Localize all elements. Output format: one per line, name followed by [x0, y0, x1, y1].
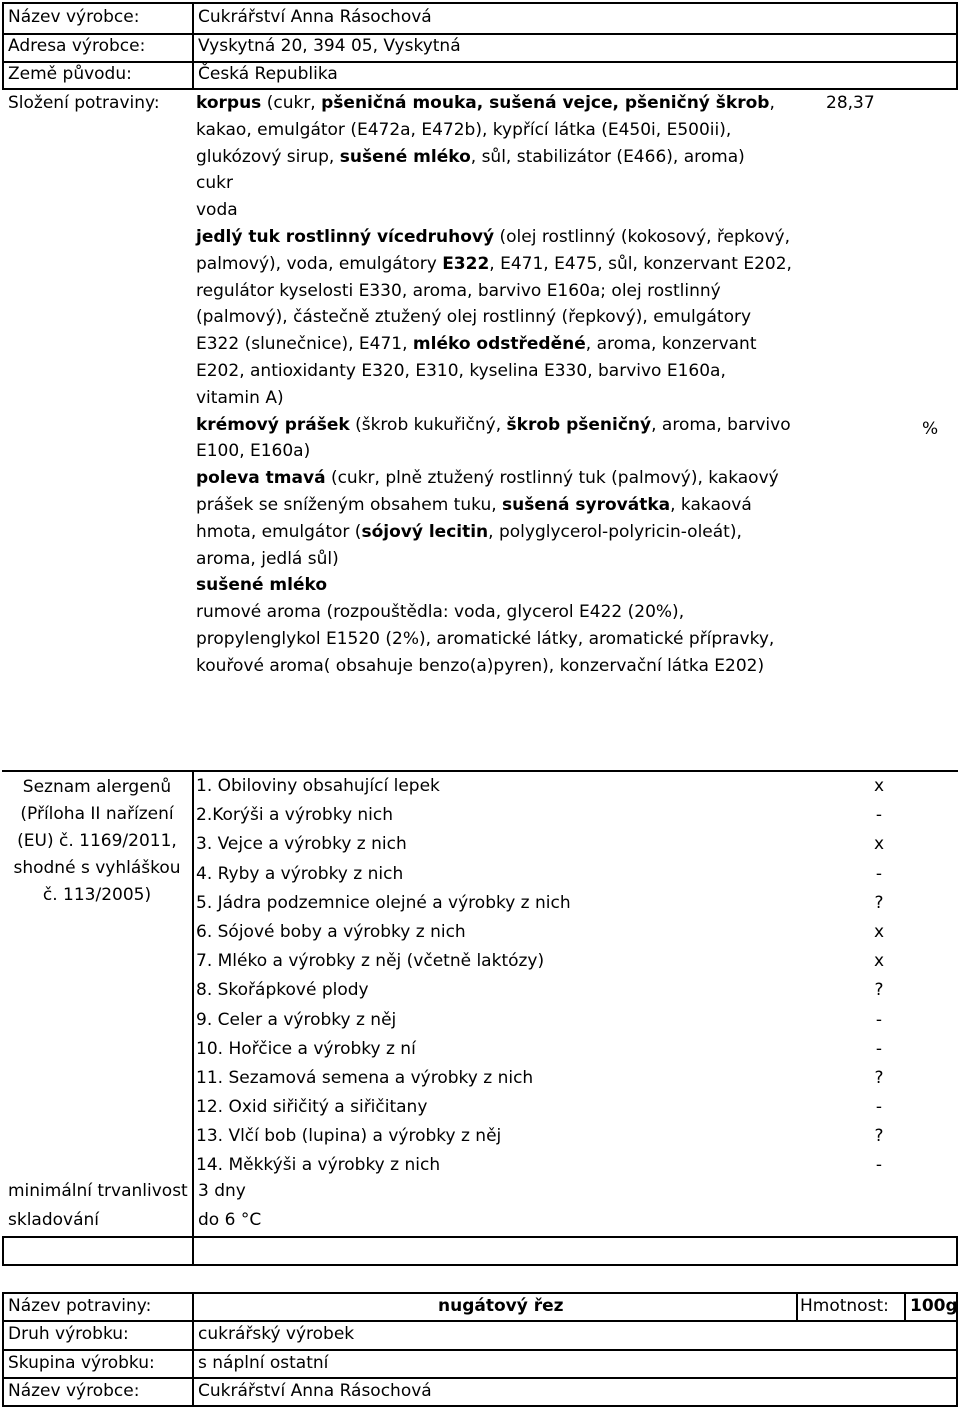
- product-type-value: cukrářský výrobek: [198, 1324, 355, 1344]
- allergen-label: 11. Sezamová semena a výrobky z nich: [196, 1067, 534, 1088]
- allergen-mark: ?: [874, 1126, 884, 1147]
- ingredient-line: sušené mléko: [196, 575, 328, 596]
- ingredient-line: propylenglykol E1520 (2%), aromatické látky, aromatické přípravky,: [196, 628, 775, 649]
- allergen-list: [196, 772, 896, 1181]
- allergen-label: 9. Celer a výrobky z něj: [196, 1009, 397, 1030]
- allergen-mark: -: [875, 1097, 883, 1118]
- allergen-mark: -: [875, 805, 883, 826]
- grid-line: [956, 2, 958, 90]
- allergen-row: [196, 918, 896, 947]
- allergen-label: 14. Měkkýši a výrobky z nich: [196, 1155, 441, 1176]
- allergen-label: 10. Hořčice a výrobky z ní: [196, 1038, 416, 1059]
- allergen-mark: -: [875, 1009, 883, 1030]
- grid-line: [2, 1405, 958, 1407]
- grid-line: [2, 1377, 958, 1379]
- grid-line: [192, 1236, 194, 1266]
- producer-label: Název výrobce:: [8, 7, 140, 27]
- percent-sign: %: [922, 419, 939, 439]
- ingredient-line: aroma, jedlá sůl): [196, 548, 339, 569]
- allergen-note-line: shodné s vyhláškou: [13, 858, 181, 878]
- allergen-row: [196, 1006, 896, 1035]
- allergen-row: [196, 860, 896, 889]
- grid-line: [2, 61, 958, 63]
- grid-line: [904, 1292, 906, 1322]
- country-value: Česká Republika: [198, 64, 338, 84]
- allergen-label: 4. Ryby a výrobky z nich: [196, 863, 404, 884]
- ingredient-line: voda: [196, 200, 238, 221]
- ingredient-line: E202, antioxidanty E320, E310, kyselina E330, barvivo E160a,: [196, 360, 726, 381]
- allergen-row: [196, 830, 896, 859]
- allergen-row: [196, 976, 896, 1005]
- allergen-mark: x: [873, 834, 885, 855]
- country-label: Země původu:: [8, 64, 132, 84]
- allergen-mark: ?: [874, 892, 884, 913]
- ingredient-line: hmota, emulgátor (sójový lecitin, polyglycerol-polyricin-oleát),: [196, 521, 742, 542]
- ingredients-list: [196, 90, 796, 680]
- ingredient-line: regulátor kyselosti E330, aroma, barvivo E160a; olej rostlinný: [196, 280, 721, 301]
- grid-line: [192, 1292, 194, 1407]
- product-name-value: nugátový řez: [438, 1296, 564, 1316]
- allergen-row: [196, 1093, 896, 1122]
- allergen-mark: -: [875, 1155, 883, 1176]
- grid-line: [2, 2, 4, 90]
- allergen-row: [196, 947, 896, 976]
- address-label: Adresa výrobce:: [8, 36, 146, 56]
- allergen-note: [8, 774, 186, 909]
- grid-line: [2, 33, 958, 35]
- allergen-label: 3. Vejce a výrobky z nich: [196, 834, 407, 855]
- storage-label: skladování: [8, 1210, 100, 1230]
- weight-value: 100g: [910, 1296, 958, 1316]
- allergen-note-line: Seznam alergenů: [22, 777, 172, 797]
- grid-line: [192, 770, 194, 1238]
- ingredient-line: glukózový sirup, sušené mléko, sůl, stabilizátor (E466), aroma): [196, 146, 745, 167]
- ingredient-line: E322 (slunečnice), E471, mléko odstředěné, aroma, konzervant: [196, 334, 757, 355]
- allergen-mark: ?: [874, 1067, 884, 1088]
- allergen-mark: x: [873, 951, 885, 972]
- allergen-label: 7. Mléko a výrobky z něj (včetně laktózy): [196, 951, 545, 972]
- allergen-mark: x: [873, 776, 885, 796]
- product-name-label: Název potraviny:: [8, 1296, 152, 1316]
- allergen-note-line: (EU) č. 1169/2011,: [17, 831, 177, 851]
- ingredient-line: palmový), voda, emulgátory E322, E471, E475, sůl, konzervant E202,: [196, 253, 792, 274]
- allergen-label: 13. Vlčí bob (lupina) a výrobky z něj: [196, 1126, 502, 1147]
- storage-value: do 6 °C: [198, 1210, 262, 1230]
- allergen-label: 6. Sójové boby a výrobky z nich: [196, 921, 466, 942]
- grid-line: [2, 1236, 958, 1238]
- allergen-row: [196, 1064, 896, 1093]
- ingredient-line: kouřové aroma( obsahuje benzo(a)pyren), konzervační látka E202): [196, 655, 765, 676]
- allergen-mark: x: [873, 921, 885, 942]
- producer-value: Cukrářství Anna Rásochová: [198, 7, 432, 27]
- weight-label: Hmotnost:: [800, 1296, 889, 1316]
- grid-line: [2, 2, 958, 4]
- grid-line: [2, 1292, 4, 1407]
- grid-line: [2, 1349, 958, 1351]
- allergen-row: [196, 772, 896, 801]
- bottom-producer-label: Název výrobce:: [8, 1381, 140, 1401]
- allergen-note-line: č. 113/2005): [42, 885, 152, 905]
- composition-label: Složení potraviny:: [8, 93, 160, 113]
- ingredient-line: krémový prášek (škrob kukuřičný, škrob pšeničný, aroma, barvivo: [196, 414, 791, 435]
- allergen-label: 1. Obiloviny obsahující lepek: [196, 776, 440, 796]
- product-group-value: s náplní ostatní: [198, 1353, 329, 1373]
- grid-line: [192, 2, 194, 90]
- allergen-label: 12. Oxid siřičitý a siřičitany: [196, 1097, 428, 1118]
- grid-line: [796, 1292, 798, 1322]
- ingredient-line: E100, E160a): [196, 441, 311, 462]
- allergen-row: [196, 889, 896, 918]
- ingredient-line: cukr: [196, 173, 233, 194]
- allergen-row: [196, 1122, 896, 1151]
- allergen-row: [196, 801, 896, 830]
- shelf-life-value: 3 dny: [198, 1181, 246, 1201]
- allergen-mark: ?: [874, 980, 884, 1001]
- grid-line: [2, 1292, 958, 1294]
- ingredient-line: vitamin A): [196, 387, 284, 408]
- ingredient-line: (palmový), částečně ztužený olej rostlinný (řepkový), emulgátory: [196, 307, 752, 328]
- ingredient-line: kakao, emulgátor (E472a, E472b), kypřící látka (E450i, E500ii),: [196, 119, 732, 140]
- allergen-row: [196, 1151, 896, 1180]
- allergen-label: 2.Korýši a výrobky nich: [196, 805, 394, 826]
- allergen-label: 8. Skořápkové plody: [196, 980, 369, 1001]
- bottom-producer-value: Cukrářství Anna Rásochová: [198, 1381, 432, 1401]
- grid-line: [2, 1236, 4, 1266]
- allergen-mark: -: [875, 1038, 883, 1059]
- allergen-label: 5. Jádra podzemnice olejné a výrobky z nich: [196, 892, 571, 913]
- grid-line: [956, 1236, 958, 1266]
- allergen-row: [196, 1035, 896, 1064]
- ingredient-line: rumové aroma (rozpouštědla: voda, glycerol E422 (20%),: [196, 602, 685, 623]
- ingredient-line: poleva tmavá (cukr, plně ztužený rostlinný tuk (palmový), kakaový: [196, 468, 779, 489]
- address-value: Vyskytná 20, 394 05, Vyskytná: [198, 36, 461, 56]
- ingredient-line: korpus (cukr, pšeničná mouka, sušená vejce, pšeničný škrob,: [196, 93, 775, 113]
- product-type-label: Druh výrobku:: [8, 1324, 129, 1344]
- percent-value: 28,37: [826, 93, 875, 113]
- allergen-mark: -: [875, 863, 883, 884]
- grid-line: [2, 1320, 958, 1322]
- ingredient-line: jedlý tuk rostlinný vícedruhový (olej rostlinný (kokosový, řepkový,: [196, 226, 790, 247]
- grid-line: [2, 1264, 958, 1266]
- shelf-life-label: minimální trvanlivost: [8, 1181, 188, 1201]
- ingredient-line: prášek se sníženým obsahem tuku, sušená syrovátka, kakaová: [196, 494, 752, 515]
- allergen-note-line: (Příloha II nařízení: [20, 804, 174, 824]
- product-group-label: Skupina výrobku:: [8, 1353, 155, 1373]
